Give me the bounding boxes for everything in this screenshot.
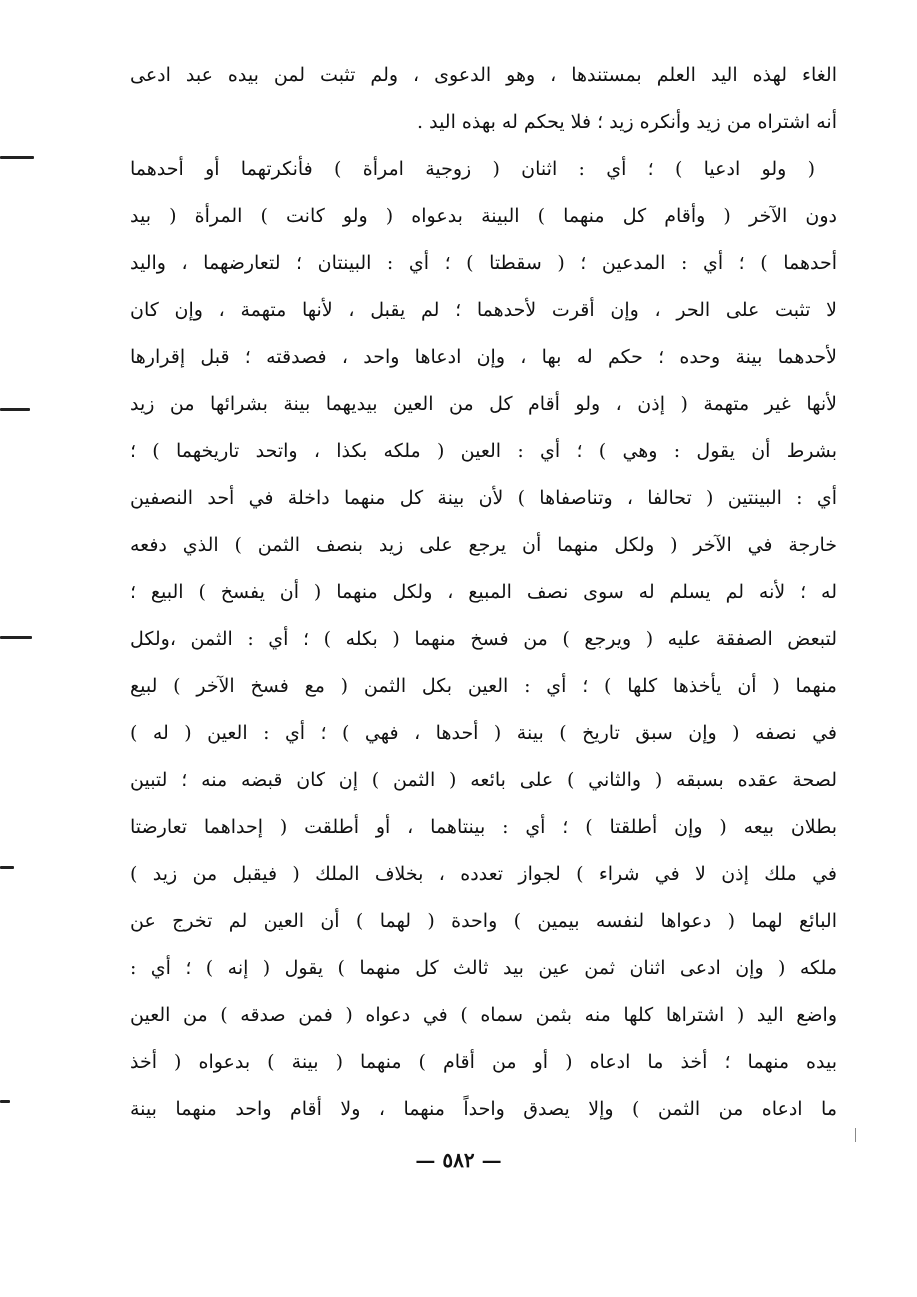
text-line: أي : البينتين ( تحالفا ، وتناصفاها ) لأن بينة كل منهما داخلة في أحد النصفين [130, 487, 837, 509]
text-line: في نصفه ( وإن سبق تاريخ ) بينة ( أحدها ، فهي ) ؛ أي : العين ( له ) [130, 722, 837, 744]
margin-mark [0, 636, 32, 639]
text-line: بطلان بيعه ( وإن أطلقتا ) ؛ أي : بينتاهما ، أو أطلقت ( إحداهما تعارضتا [130, 816, 837, 838]
text-line: منهما ( أن يأخذها كلها ) ؛ أي : العين بكل الثمن ( مع فسخ الآخر ) لبيع [130, 675, 837, 697]
margin-mark [0, 156, 34, 159]
text-line: في ملك إذن لا في شراء ) لجواز تعدده ، بخلاف الملك ( فيقبل من زيد ) [130, 863, 837, 885]
text-line: ما ادعاه من الثمن ) وإلا يصدق واحداً منهما ، ولا أقام واحد منهما بينة [130, 1098, 837, 1120]
body-text [130, 52, 837, 1133]
margin-mark [0, 866, 14, 869]
text-line: بشرط أن يقول : وهي ) ؛ أي : العين ( ملكه بكذا ، واتحد تاريخهما ) ؛ [130, 440, 837, 462]
text-line: بيده منهما ؛ أخذ ما ادعاه ( أو من أقام ) منهما ( بينة ) بدعواه ( أخذ [130, 1051, 837, 1073]
text-line: لصحة عقده بسبقه ( والثاني ) على بائعه ( الثمن ) إن كان قبضه منه ؛ لتبين [130, 769, 837, 791]
text-line: له ؛ لأنه لم يسلم له سوى نصف المبيع ، ولكل منهما ( أن يفسخ ) البيع ؛ [130, 581, 837, 603]
text-line: دون الآخر ( وأقام كل منهما ) البينة بدعواه ( ولو كانت ) المرأة ( بيد [130, 205, 837, 227]
text-line: أنه اشتراه من زيد وأنكره زيد ؛ فلا يحكم له بهذه اليد . [417, 111, 837, 133]
text-line: الغاء لهذه اليد العلم بمستندها ، وهو الدعوى ، ولم تثبت لمن بيده عبد ادعى [130, 64, 837, 86]
text-line: خارجة في الآخر ( ولكل منهما أن يرجع على زيد بنصف الثمن ) الذي دفعه [130, 534, 837, 556]
text-line: البائع لهما ( دعواها لنفسه بيمين ) واحدة ( لهما ) أن العين لم تخرج عن [130, 910, 837, 932]
margin-mark [0, 408, 30, 411]
text-line: أحدهما ) ؛ أي : المدعين ؛ ( سقطتا ) ؛ أي : البينتان ؛ لتعارضهما ، واليد [130, 252, 837, 274]
text-line: لتبعض الصفقة عليه ( ويرجع ) من فسخ منهما ( بكله ) ؛ أي : الثمن ،ولكل [130, 628, 837, 650]
text-line: ملكه ( وإن ادعى اثنان ثمن عين بيد ثالث كل منهما ) يقول ( إنه ) ؛ أي : [130, 957, 837, 979]
text-line: لأنها غير متهمة ( إذن ، ولو أقام كل من العين بيديهما بينة بشرائها من زيد [130, 393, 837, 415]
page-number: — ٥٨٢ — [415, 1148, 502, 1172]
text-line: واضع اليد ( اشتراها كلها منه بثمن سماه ) في دعواه ( فمن صدقه ) من العين [130, 1004, 837, 1026]
margin-mark [0, 1100, 10, 1103]
text-line: لأحدهما بينة وحده ؛ حكم له بها ، وإن ادعاها واحد ، فصدقته ؛ قبل إقرارها [130, 346, 837, 368]
text-line: لا تثبت على الحر ، وإن أقرت لأحدهما ؛ لم يقبل ، لأنها متهمة ، وإن كان [130, 299, 837, 321]
scan-speck [855, 1128, 856, 1142]
text-line: ( ولو ادعيا ) ؛ أي : اثنان ( زوجية امرأة ) فأنكرتهما أو أحدهما [130, 158, 815, 180]
